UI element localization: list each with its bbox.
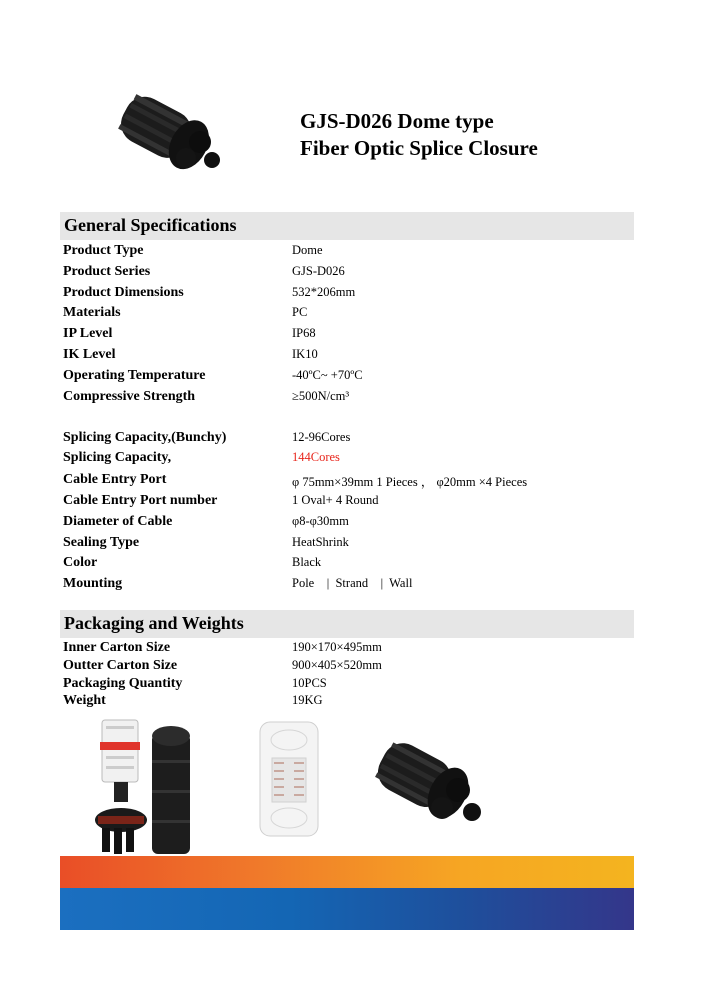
title-line-2: Fiber Optic Splice Closure xyxy=(300,136,538,160)
product-photo-splice-tray xyxy=(254,718,324,840)
spec-label: Cable Entry Port xyxy=(63,472,167,487)
spec-value: IK10 xyxy=(292,347,318,361)
spec-row xyxy=(63,472,623,492)
spec-value: PC xyxy=(292,305,308,319)
packaging-label: Weight xyxy=(63,693,106,708)
spec-label: Cable Entry Port number xyxy=(63,493,218,508)
spec-row xyxy=(63,535,623,555)
spec-value: GJS-D026 xyxy=(292,264,345,278)
spec-value: Dome xyxy=(292,243,323,257)
spec-value: 532*206mm xyxy=(292,285,356,299)
packaging-row xyxy=(63,658,623,678)
spec-label: Mounting xyxy=(63,576,123,591)
spec-label: Product Series xyxy=(63,264,151,279)
spec-row xyxy=(63,450,623,470)
spec-row xyxy=(63,368,623,388)
packaging-value: 190×170×495mm xyxy=(292,640,382,654)
spec-label: Splicing Capacity, xyxy=(63,450,172,465)
spec-value: -40ºC~ +70ºC xyxy=(292,368,363,382)
product-photo-top xyxy=(100,82,230,182)
packaging-label: Outter Carton Size xyxy=(63,658,178,673)
spec-label: Diameter of Cable xyxy=(63,514,173,529)
spec-row xyxy=(63,493,623,513)
spec-label: Operating Temperature xyxy=(63,368,206,383)
spec-label: IP Level xyxy=(63,326,113,341)
spec-label: Product Type xyxy=(63,243,144,258)
spec-row xyxy=(63,305,623,325)
packaging-weights-header xyxy=(60,610,634,638)
spec-label: IK Level xyxy=(63,347,116,362)
spec-row xyxy=(63,326,623,346)
spec-row xyxy=(63,264,623,284)
spec-label: Product Dimensions xyxy=(63,285,184,300)
spec-value: IP68 xyxy=(292,326,316,340)
spec-row xyxy=(63,430,623,450)
spec-value: φ 75mm×39mm 1 Pieces ， φ20mm ×4 Pieces xyxy=(292,475,528,489)
spec-row xyxy=(63,285,623,305)
product-photo-dome-closure xyxy=(362,728,487,833)
packaging-label: Inner Carton Size xyxy=(63,640,171,655)
spec-label: Sealing Type xyxy=(63,535,140,550)
spec-label: Compressive Strength xyxy=(63,389,196,404)
spec-value: φ8-φ30mm xyxy=(292,514,349,528)
packaging-value: 19KG xyxy=(292,693,323,707)
general-specifications-header xyxy=(60,212,634,240)
packaging-row xyxy=(63,693,623,713)
spec-value-highlight: 144Cores xyxy=(292,450,340,464)
product-title xyxy=(300,108,538,162)
spec-value: 12-96Cores xyxy=(292,430,351,444)
spec-value: 1 Oval+ 4 Round xyxy=(292,493,379,507)
spec-label: Color xyxy=(63,555,98,570)
spec-value: Black xyxy=(292,555,322,569)
spec-value: HeatShrink xyxy=(292,535,349,549)
packaging-row xyxy=(63,640,623,660)
spec-row xyxy=(63,576,623,596)
spec-value: Pole | Strand | Wall xyxy=(292,576,413,590)
general-specifications-heading: General Specifications xyxy=(64,215,237,235)
spec-label: Splicing Capacity,(Bunchy) xyxy=(63,430,227,445)
footer-orange-band xyxy=(60,856,634,888)
packaging-label: Packaging Quantity xyxy=(63,676,183,691)
packaging-weights-heading: Packaging and Weights xyxy=(64,613,244,633)
packaging-value: 900×405×520mm xyxy=(292,658,382,672)
product-photo-open-closure xyxy=(86,712,206,857)
spec-value: ≥500N/cm³ xyxy=(292,389,350,403)
title-line-1: GJS-D026 Dome type xyxy=(300,109,494,133)
packaging-value: 10PCS xyxy=(292,676,327,690)
spec-row xyxy=(63,243,623,263)
spec-row xyxy=(63,555,623,575)
spec-row xyxy=(63,347,623,367)
spec-row xyxy=(63,514,623,534)
spec-label: Materials xyxy=(63,305,121,320)
spec-row xyxy=(63,389,623,409)
footer-blue-band xyxy=(60,888,634,930)
